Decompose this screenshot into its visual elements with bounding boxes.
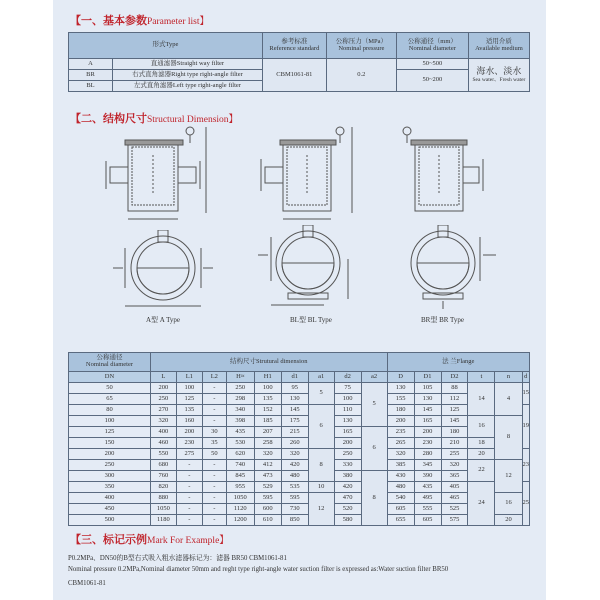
cell-flange-d: 130 — [387, 383, 414, 394]
cell-dn: 400 — [69, 493, 151, 504]
cell-h1: 529 — [254, 482, 281, 493]
cell-l2: - — [202, 482, 226, 493]
cell-flange-d: 430 — [387, 471, 414, 482]
section-title-en: Mark For Example】 — [147, 536, 229, 546]
cell-l1: - — [176, 482, 202, 493]
cell-h1: 600 — [254, 504, 281, 515]
br-type-side-drawing — [393, 125, 503, 225]
column-header: H≈ — [226, 372, 254, 383]
standard-value: CBM1061-81 — [262, 59, 326, 92]
column-header: L2 — [202, 372, 226, 383]
cell-a2: 5 — [361, 383, 387, 427]
cell-l: 820 — [150, 482, 176, 493]
cell-l1: 230 — [176, 438, 202, 449]
cell-dn: 500 — [69, 515, 151, 526]
cell-t: 24 — [468, 482, 495, 526]
cell-flange-d1: 605 — [414, 515, 441, 526]
medium-value: 海水、淡水 Sea water、Fresh water — [468, 59, 529, 92]
cell-a1: 10 — [308, 482, 334, 493]
header-structural: 结构尺寸Strutural dimension — [150, 353, 387, 372]
content-panel — [53, 0, 546, 600]
cell-h: 340 — [226, 405, 254, 416]
cell-d2: 250 — [334, 449, 361, 460]
cell-h1: 320 — [254, 449, 281, 460]
cell-h: 740 — [226, 460, 254, 471]
cell-l: 550 — [150, 449, 176, 460]
cell-d2: 330 — [334, 460, 361, 471]
caption-br-type: BR型 BR Type — [421, 316, 464, 324]
type-code: A — [69, 59, 113, 70]
mark-example-en: Nominal pressure 0.2MPa,Nominal diameter 50mm and reght type right-angle water suction filter is expressed as:Water suction filter BR50 — [68, 566, 449, 573]
section-title-parameters — [70, 12, 209, 28]
cell-d1: 420 — [281, 460, 308, 471]
cell-flange-d: 540 — [387, 493, 414, 504]
cell-h: 298 — [226, 394, 254, 405]
cell-flange-d: 320 — [387, 449, 414, 460]
cell-dn: 150 — [69, 438, 151, 449]
cell-l2: 35 — [202, 438, 226, 449]
cell-l: 200 — [150, 383, 176, 394]
column-header: a1 — [308, 372, 334, 383]
table-subheader-row — [69, 372, 530, 383]
cell-h: 398 — [226, 416, 254, 427]
cell-flange-d2: 112 — [441, 394, 468, 405]
type-code: BL — [69, 81, 113, 92]
header-flange: 法 兰Flange — [387, 353, 529, 372]
section-title-cn: 【三、标记示例 — [70, 533, 147, 546]
cell-h1: 473 — [254, 471, 281, 482]
cell-a1: 8 — [308, 449, 334, 482]
cell-flange-d1: 390 — [414, 471, 441, 482]
cell-dn: 200 — [69, 449, 151, 460]
type-name: 右式直角滤器Right type right-angle filter — [113, 70, 263, 81]
header-type: 形式Type — [69, 33, 263, 59]
cell-d1: 480 — [281, 471, 308, 482]
cell-bolt-d: 23 — [522, 449, 530, 482]
cell-flange-d2: 255 — [441, 449, 468, 460]
cell-d1: 145 — [281, 405, 308, 416]
cell-h: 530 — [226, 438, 254, 449]
section-title-en: Structural Dimension】 — [147, 115, 239, 125]
header-medium: 适用介质 Available medium — [468, 33, 529, 59]
cell-h: 845 — [226, 471, 254, 482]
cell-t: 22 — [468, 460, 495, 482]
table-row — [69, 482, 530, 493]
cell-l: 320 — [150, 416, 176, 427]
cell-l2: - — [202, 405, 226, 416]
column-header: d — [522, 372, 530, 383]
cell-l2: - — [202, 504, 226, 515]
pressure-value: 0.2 — [326, 59, 396, 92]
column-header: a2 — [361, 372, 387, 383]
section-title-cn: 【二、结构尺寸 — [70, 112, 147, 125]
cell-l1: 160 — [176, 416, 202, 427]
cell-l2: - — [202, 383, 226, 394]
cell-flange-d: 200 — [387, 416, 414, 427]
cell-flange-d2: 365 — [441, 471, 468, 482]
cell-n: 4 — [495, 383, 522, 416]
cell-dn: 450 — [69, 504, 151, 515]
cell-d2: 420 — [334, 482, 361, 493]
mark-example-standard: CBM1061-81 — [68, 580, 106, 587]
cell-dn: 125 — [69, 427, 151, 438]
cell-l: 1050 — [150, 504, 176, 515]
mark-example-cn: P0.2MPa、DN50的B型右式吸入粗水滤器标记为：滤器 BR50 CBM1061-81 — [68, 555, 287, 562]
cell-l1: 275 — [176, 449, 202, 460]
cell-flange-d2: 210 — [441, 438, 468, 449]
section-title-en: Parameter list】 — [147, 17, 209, 27]
cell-d1: 320 — [281, 449, 308, 460]
cell-dn: 350 — [69, 482, 151, 493]
cell-flange-d1: 130 — [414, 394, 441, 405]
cell-d1: 175 — [281, 416, 308, 427]
type-code: BR — [69, 70, 113, 81]
cell-l: 270 — [150, 405, 176, 416]
column-header: D2 — [441, 372, 468, 383]
cell-flange-d: 180 — [387, 405, 414, 416]
column-header: t — [468, 372, 495, 383]
cell-n: 12 — [495, 460, 522, 493]
column-header: d2 — [334, 372, 361, 383]
caption-bl-type: BL型 BL Type — [290, 316, 332, 324]
br-type-top-drawing — [398, 225, 498, 310]
table-row — [69, 405, 530, 416]
cell-l1: - — [176, 493, 202, 504]
cell-l1: 135 — [176, 405, 202, 416]
cell-flange-d2: 320 — [441, 460, 468, 471]
cell-h: 250 — [226, 383, 254, 394]
cell-l1: - — [176, 515, 202, 526]
table-row — [69, 438, 530, 449]
type-name: 左式直角滤器Left type right-angle filter — [113, 81, 263, 92]
bl-type-top-drawing — [258, 225, 358, 310]
cell-dn: 300 — [69, 471, 151, 482]
column-header: d1 — [281, 372, 308, 383]
section-title-cn: 【一、基本参数 — [70, 14, 147, 27]
cell-h1: 185 — [254, 416, 281, 427]
cell-bolt-d: 15 — [522, 383, 530, 405]
cell-t: 14 — [468, 383, 495, 416]
table-row — [69, 460, 530, 471]
cell-h: 620 — [226, 449, 254, 460]
table-header-row — [69, 33, 530, 59]
diameter-value-a: 50~500 — [396, 59, 468, 70]
cell-l2: - — [202, 460, 226, 471]
column-header: D1 — [414, 372, 441, 383]
cell-d2: 100 — [334, 394, 361, 405]
cell-l1: 125 — [176, 394, 202, 405]
cell-flange-d1: 200 — [414, 427, 441, 438]
cell-flange-d1: 495 — [414, 493, 441, 504]
header-standard: 参考标准 Reference standard — [262, 33, 326, 59]
cell-h: 1200 — [226, 515, 254, 526]
cell-d2: 110 — [334, 405, 361, 416]
structural-drawings — [53, 125, 546, 330]
cell-a2: 8 — [361, 471, 387, 526]
cell-dn: 250 — [69, 460, 151, 471]
cell-h1: 152 — [254, 405, 281, 416]
cell-h: 1120 — [226, 504, 254, 515]
diameter-value-b: 50~200 — [396, 70, 468, 92]
cell-d1: 95 — [281, 383, 308, 394]
cell-n: 8 — [495, 416, 522, 460]
cell-t: 20 — [468, 449, 495, 460]
cell-d2: 520 — [334, 504, 361, 515]
cell-flange-d2: 405 — [441, 482, 468, 493]
cell-flange-d: 605 — [387, 504, 414, 515]
cell-flange-d: 265 — [387, 438, 414, 449]
dimension-table — [68, 352, 530, 526]
cell-l: 680 — [150, 460, 176, 471]
cell-t: 18 — [468, 438, 495, 449]
cell-d2: 200 — [334, 438, 361, 449]
bl-type-side-drawing — [248, 125, 358, 225]
cell-h1: 207 — [254, 427, 281, 438]
cell-d1: 215 — [281, 427, 308, 438]
cell-flange-d1: 280 — [414, 449, 441, 460]
cell-l1: 200 — [176, 427, 202, 438]
table-row — [69, 427, 530, 438]
cell-l2: 30 — [202, 427, 226, 438]
cell-h: 1050 — [226, 493, 254, 504]
cell-d1: 130 — [281, 394, 308, 405]
parameter-table — [68, 32, 530, 92]
cell-a2: 6 — [361, 427, 387, 471]
section-title-mark — [70, 531, 229, 547]
table-row — [69, 383, 530, 394]
cell-h1: 100 — [254, 383, 281, 394]
cell-h1: 412 — [254, 460, 281, 471]
cell-flange-d: 235 — [387, 427, 414, 438]
section-title-structure — [70, 110, 238, 126]
cell-flange-d1: 555 — [414, 504, 441, 515]
cell-l: 400 — [150, 427, 176, 438]
cell-l: 760 — [150, 471, 176, 482]
cell-flange-d2: 88 — [441, 383, 468, 394]
cell-flange-d1: 345 — [414, 460, 441, 471]
cell-flange-d2: 575 — [441, 515, 468, 526]
cell-a1: 6 — [308, 405, 334, 449]
type-name: 直通滤器Straight way filter — [113, 59, 263, 70]
table-row — [69, 493, 530, 504]
cell-bolt-d: 19 — [522, 405, 530, 449]
header-diameter: 公称通径（mm） Nominal diameter — [396, 33, 468, 59]
cell-dn: 50 — [69, 383, 151, 394]
cell-flange-d2: 125 — [441, 405, 468, 416]
cell-n: 16 — [495, 493, 522, 515]
cell-d2: 130 — [334, 416, 361, 427]
cell-d1: 260 — [281, 438, 308, 449]
cell-flange-d2: 145 — [441, 416, 468, 427]
cell-d2: 470 — [334, 493, 361, 504]
cell-l1: 100 — [176, 383, 202, 394]
table-row — [69, 449, 530, 460]
cell-l: 880 — [150, 493, 176, 504]
cell-d1: 535 — [281, 482, 308, 493]
column-header: L — [150, 372, 176, 383]
cell-flange-d: 480 — [387, 482, 414, 493]
cell-n: 20 — [495, 515, 522, 526]
cell-l2: 50 — [202, 449, 226, 460]
cell-flange-d1: 165 — [414, 416, 441, 427]
a-type-side-drawing — [98, 125, 208, 225]
cell-a1: 5 — [308, 383, 334, 405]
cell-d1: 730 — [281, 504, 308, 515]
a-type-top-drawing — [113, 230, 213, 310]
table-row — [69, 394, 530, 405]
cell-l2: - — [202, 471, 226, 482]
cell-d1: 850 — [281, 515, 308, 526]
column-header: L1 — [176, 372, 202, 383]
cell-d1: 595 — [281, 493, 308, 504]
cell-l2: - — [202, 416, 226, 427]
cell-h1: 610 — [254, 515, 281, 526]
cell-d2: 165 — [334, 427, 361, 438]
column-header: H1 — [254, 372, 281, 383]
cell-h1: 135 — [254, 394, 281, 405]
header-pressure: 公称压力（MPa） Nominal pressure — [326, 33, 396, 59]
cell-flange-d1: 435 — [414, 482, 441, 493]
cell-l2: - — [202, 493, 226, 504]
header-nominal-diameter: 公称通径 Nominal diameter — [69, 353, 151, 372]
cell-t: 16 — [468, 416, 495, 438]
cell-bolt-d: 25 — [522, 482, 530, 526]
cell-flange-d1: 105 — [414, 383, 441, 394]
table-row — [69, 59, 530, 70]
table-header-row — [69, 353, 530, 372]
column-header: n — [495, 372, 522, 383]
cell-d2: 75 — [334, 383, 361, 394]
cell-l: 1180 — [150, 515, 176, 526]
cell-l1: - — [176, 471, 202, 482]
caption-a-type: A型 A Type — [146, 316, 180, 324]
cell-h1: 595 — [254, 493, 281, 504]
cell-d2: 580 — [334, 515, 361, 526]
cell-dn: 80 — [69, 405, 151, 416]
table-row — [69, 416, 530, 427]
cell-flange-d1: 145 — [414, 405, 441, 416]
cell-dn: 65 — [69, 394, 151, 405]
cell-flange-d: 155 — [387, 394, 414, 405]
table-row — [69, 515, 530, 526]
cell-l1: - — [176, 504, 202, 515]
cell-l2: - — [202, 515, 226, 526]
column-header: DN — [69, 372, 151, 383]
cell-h1: 258 — [254, 438, 281, 449]
cell-h: 955 — [226, 482, 254, 493]
cell-h: 435 — [226, 427, 254, 438]
cell-flange-d2: 465 — [441, 493, 468, 504]
cell-flange-d2: 525 — [441, 504, 468, 515]
cell-l: 460 — [150, 438, 176, 449]
cell-dn: 100 — [69, 416, 151, 427]
cell-a1: 12 — [308, 493, 334, 526]
cell-d2: 380 — [334, 471, 361, 482]
cell-l: 250 — [150, 394, 176, 405]
cell-l2: - — [202, 394, 226, 405]
cell-l1: - — [176, 460, 202, 471]
column-header: D — [387, 372, 414, 383]
dimension-table-body — [69, 383, 530, 526]
cell-flange-d: 655 — [387, 515, 414, 526]
cell-flange-d1: 230 — [414, 438, 441, 449]
cell-flange-d2: 180 — [441, 427, 468, 438]
cell-flange-d: 385 — [387, 460, 414, 471]
table-row — [69, 504, 530, 515]
table-row — [69, 471, 530, 482]
